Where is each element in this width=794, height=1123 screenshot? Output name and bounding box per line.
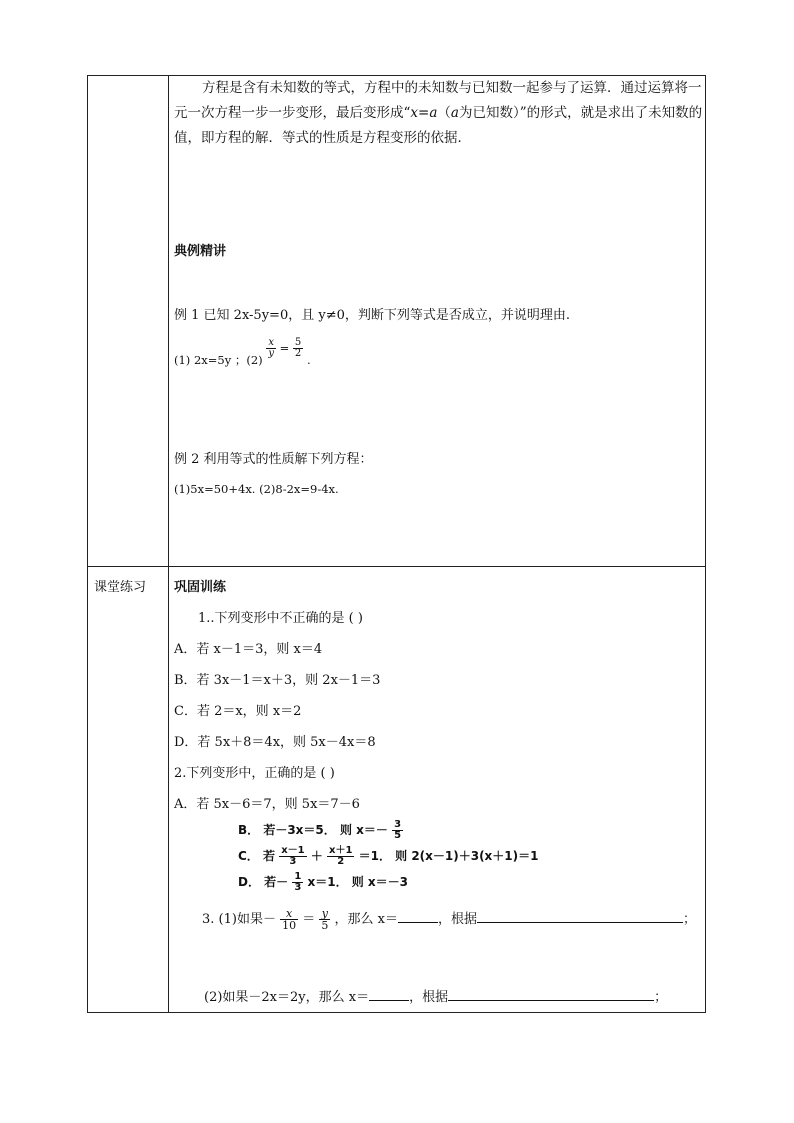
- example-2-text: 例 2 利用等式的性质解下列方程：: [174, 452, 373, 467]
- q1-option-a: A．若 x－1＝3，则 x＝4: [174, 642, 323, 657]
- q3-p1-fraction-1: [280, 908, 298, 931]
- q2-c-text-post: ＝1． 则 2(x－1)＋3(x＋1)＝1: [358, 849, 539, 863]
- q1-option-c: C．若 2＝x，则 x＝2: [174, 704, 302, 719]
- intro-a: a: [450, 105, 459, 121]
- example-1-equals: =: [279, 340, 290, 355]
- q3-p1-fraction-2: [319, 908, 330, 931]
- practice-title: 巩固训练: [174, 580, 227, 595]
- q3-p1-end: ；: [683, 912, 697, 927]
- intro-paragraph: [174, 76, 704, 151]
- q1-option-d: D．若 5x＋8＝4x，则 5x－4x＝8: [174, 735, 376, 750]
- column-divider: [168, 76, 169, 1012]
- intro-paren-open: （: [437, 105, 451, 121]
- row-divider: [88, 566, 705, 567]
- q3-p2-end: ；: [654, 990, 668, 1005]
- q3-part2: [204, 986, 667, 1005]
- q2-option-a: A．若 5x－6＝7，则 5x＝7－6: [174, 797, 360, 812]
- example-1-parts: [174, 337, 311, 367]
- q3-part1: [202, 908, 696, 931]
- frac-num: x: [285, 907, 293, 920]
- q2-b-fraction: [392, 820, 403, 841]
- section-title-examples: 典例精讲: [174, 244, 227, 259]
- q1-option-b: B．若 3x－1＝x＋3，则 2x－1＝3: [174, 673, 381, 688]
- row-label-practice: 课堂练习: [94, 580, 147, 595]
- frac-den: y: [268, 348, 274, 359]
- frac-num: x－1: [281, 845, 305, 856]
- q3-p1-equals: ＝: [302, 912, 316, 927]
- frac-den: 3: [279, 856, 306, 867]
- example-1-end: .: [306, 352, 311, 367]
- q3-p2-text-pre: (2)如果－2x＝2y，那么 x＝: [204, 990, 370, 1005]
- frac-den: 3: [294, 882, 302, 893]
- q2-d-text-pre: D． 若－: [238, 875, 289, 889]
- worksheet-table: [87, 75, 706, 1013]
- example-2-parts: (1)5x=50+4x. (2)8-2x=9-4x.: [174, 482, 339, 496]
- frac-den: 5: [321, 919, 329, 932]
- example-1-fraction-right: [293, 338, 303, 359]
- q1-stem: 1..下列变形中不正确的是 ( ): [198, 611, 363, 626]
- q2-c-plus: ＋: [310, 849, 323, 863]
- frac-num: y: [321, 907, 328, 920]
- q2-option-b: [238, 820, 403, 841]
- q3-p2-answer-blank[interactable]: [369, 1000, 409, 1001]
- intro-paren-text: 为已知数）: [458, 105, 520, 121]
- q3-p1-basis-blank[interactable]: [477, 922, 683, 923]
- q3-p1-basis-label: ，根据: [438, 912, 478, 927]
- q2-option-d: [238, 872, 408, 893]
- q2-d-fraction: [292, 872, 303, 893]
- example-1-fraction-left: [266, 338, 276, 359]
- q2-option-c: [238, 846, 538, 867]
- frac-den: 10: [282, 919, 297, 932]
- q2-d-text-post: x＝1． 则 x＝－3: [307, 875, 409, 889]
- q2-c-fraction-2: [327, 846, 354, 867]
- frac-num: 1: [294, 871, 302, 882]
- q2-c-text-pre: C． 若: [238, 849, 275, 863]
- q3-p2-basis-blank[interactable]: [448, 1000, 654, 1001]
- intro-xa: x=a: [410, 105, 438, 121]
- example-1-text: 例 1 已知 2x-5y=0，且 y≠0，判断下列等式是否成立，并说明理由.: [174, 308, 570, 323]
- frac-den: 2: [294, 348, 302, 359]
- intro-text-pre: 方程是含有未知数的等式，方程中的未知数与已知数一起参与了运算．通过运算将一元一次方程一步一步变形，最后变形成“: [174, 80, 702, 121]
- q3-p1-answer-blank[interactable]: [398, 922, 438, 923]
- q2-b-text: B． 若－3x＝5． 则 x＝－: [238, 823, 388, 837]
- intro-text-post: ”的形式，就是求出了未知数的值，即方程的解．等式的性质是方程变形的依据．: [174, 105, 703, 146]
- q2-stem: 2.下列变形中，正确的是 ( ): [174, 766, 335, 781]
- frac-den: 2: [327, 856, 354, 867]
- frac-num: x＋1: [329, 845, 353, 856]
- frac-num: x: [268, 337, 274, 348]
- q2-c-fraction-1: [279, 846, 306, 867]
- q3-p1-text-mid: ，那么 x＝: [334, 912, 398, 927]
- frac-num: 5: [294, 337, 302, 348]
- frac-den: 5: [394, 830, 402, 841]
- example-1-part1: (1) 2x=5y ；(2): [174, 352, 263, 367]
- frac-num: 3: [394, 819, 402, 830]
- q3-p2-basis-label: ，根据: [409, 990, 449, 1005]
- q3-p1-text-pre: 3. (1)如果－: [202, 912, 276, 927]
